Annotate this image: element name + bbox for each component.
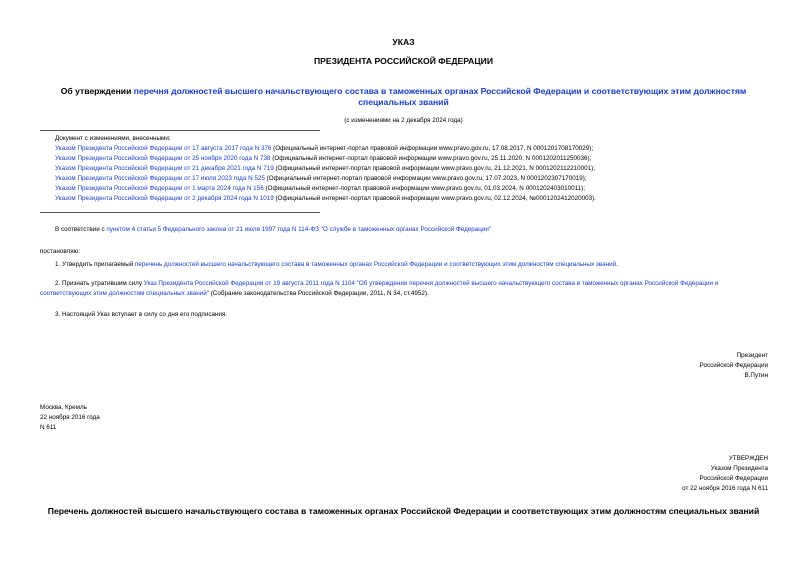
document-title [40, 86, 767, 108]
title-prefix: Об утверждении [60, 86, 134, 96]
amendment-link[interactable]: Указом Президента Российской Федерации от 17 июля 2023 года N 525 [55, 175, 265, 182]
signature-block: Президент Российской Федерации В.Путин [699, 352, 768, 379]
president-heading: ПРЕЗИДЕНТА РОССИЙСКОЙ ФЕДЕРАЦИИ [313, 56, 494, 66]
amendment-item: Указом Президента Российской Федерации от 17 августа 2017 года N 376 (Официальный интернет-портал правовой информации www.pravo.gov.ru, 17.08.2017, N 0001201708170029); [55, 145, 594, 152]
clause-3: 3. Настоящий Указ вступает в силу со дня его подписания. [55, 311, 228, 318]
amendment-item: Указом Президента Российской Федерации от 1 марта 2024 года N 156 (Официальный интернет-портал правовой информации www.pravo.gov.ru, 01.03.2024, N 0001202403010011); [55, 185, 586, 192]
federal-law-link[interactable]: пунктом 4 статьи 5 Федерального закона от 21 июля 1997 года N 114-ФЗ "О службе в таможенных органах Российской Федерации" [106, 226, 492, 233]
amendment-link[interactable]: Указом Президента Российской Федерации от 21 декабря 2021 года N 719 [55, 165, 274, 172]
decreed-word: постановляю: [40, 248, 81, 255]
approved-block: УТВЕРЖДЕН Указом Президента Российской Федерации от 22 ноября 2016 года N 611 [682, 455, 768, 492]
clause-1: 1. Утвердить прилагаемый перечень должностей высшего начальствующего состава в таможенных органах Российской Федерации и соответствующих этим должностям специальных званий. [55, 261, 618, 268]
title-link[interactable]: перечня должностей высшего начальствующего состава в таможенных органах Российской Федерации и соответствующих этим должностям специальных званий [133, 86, 747, 107]
list-title: Перечень должностей высшего начальствующего состава в таможенных органах Российской Федерации и соответствующих этим должностям специальных званий [47, 506, 760, 516]
amendment-item: Указом Президента Российской Федерации от 17 июля 2023 года N 525 (Официальный интернет-портал правовой информации www.pravo.gov.ru, 17.07.2023, N 0001202307170019); [55, 175, 587, 182]
decree-heading: УКАЗ [392, 37, 415, 47]
amendments-bottom-rule [40, 212, 320, 213]
amendment-item: Указом Президента Российской Федерации от 21 декабря 2021 года N 719 (Официальный интернет-портал правовой информации www.pravo.gov.ru, 21.12.2021, N 0001202112210001); [55, 165, 596, 172]
amendments-block [55, 134, 596, 204]
amendment-link[interactable]: Указом Президента Российской Федерации от 25 ноября 2020 года N 738 [55, 155, 271, 162]
repealed-decree-link[interactable]: Указ Президента Российской Федерации от 19 августа 2011 года N 1104 "Об утверждении перечня должностей высшего начальствующего состава в таможенных органах Российской Федерации и соответствующих этим должностям специальных званий" [40, 280, 719, 297]
amendment-item: Указом Президента Российской Федерации от 2 декабря 2024 года N 1019 (Официальный интернет-портал правовой информации www.pravo.gov.ru, 02.12.2024, №0001202412020003). [55, 195, 596, 202]
amendment-item: Указом Президента Российской Федерации от 25 ноября 2020 года N 738 (Официальный интернет-портал правовой информации www.pravo.gov.ru, 25.11.2020, N 0001202011250036); [55, 155, 592, 162]
clause-2: 2. Признать утратившим силу Указ Президента Российской Федерации от 19 августа 2011 года N 1104 "Об утверждении перечня должностей высшего начальствующего состава в таможенных органах Российской Федерации и соответствующих этим должностям специальных званий" (Собрание законодательства Российской Федерации, 2011, N 34, ст.4952). [40, 280, 719, 297]
preamble: В соответствии с пунктом 4 статьи 5 Федерального закона от 21 июля 1997 года N 114-ФЗ "О службе в таможенных органах Российской Федерации" [55, 226, 492, 233]
amendments-intro: Документ с изменениями, внесенными: [55, 135, 171, 142]
list-link[interactable]: перечень должностей высшего начальствующего состава в таможенных органах Российской Федерации и соответствующих этим должностям специальных званий [135, 261, 617, 268]
revision-note: (с изменениями на 2 декабря 2024 года) [344, 117, 463, 124]
amendment-link[interactable]: Указом Президента Российской Федерации от 17 августа 2017 года N 376 [55, 145, 272, 152]
amendments-top-rule [40, 130, 320, 131]
amendment-link[interactable]: Указом Президента Российской Федерации от 2 декабря 2024 года N 1019 [55, 195, 274, 202]
amendment-link[interactable]: Указом Президента Российской Федерации от 1 марта 2024 года N 156 [55, 185, 264, 192]
place-date-block: Москва, Кремль 22 ноября 2016 года N 611 [40, 404, 100, 431]
